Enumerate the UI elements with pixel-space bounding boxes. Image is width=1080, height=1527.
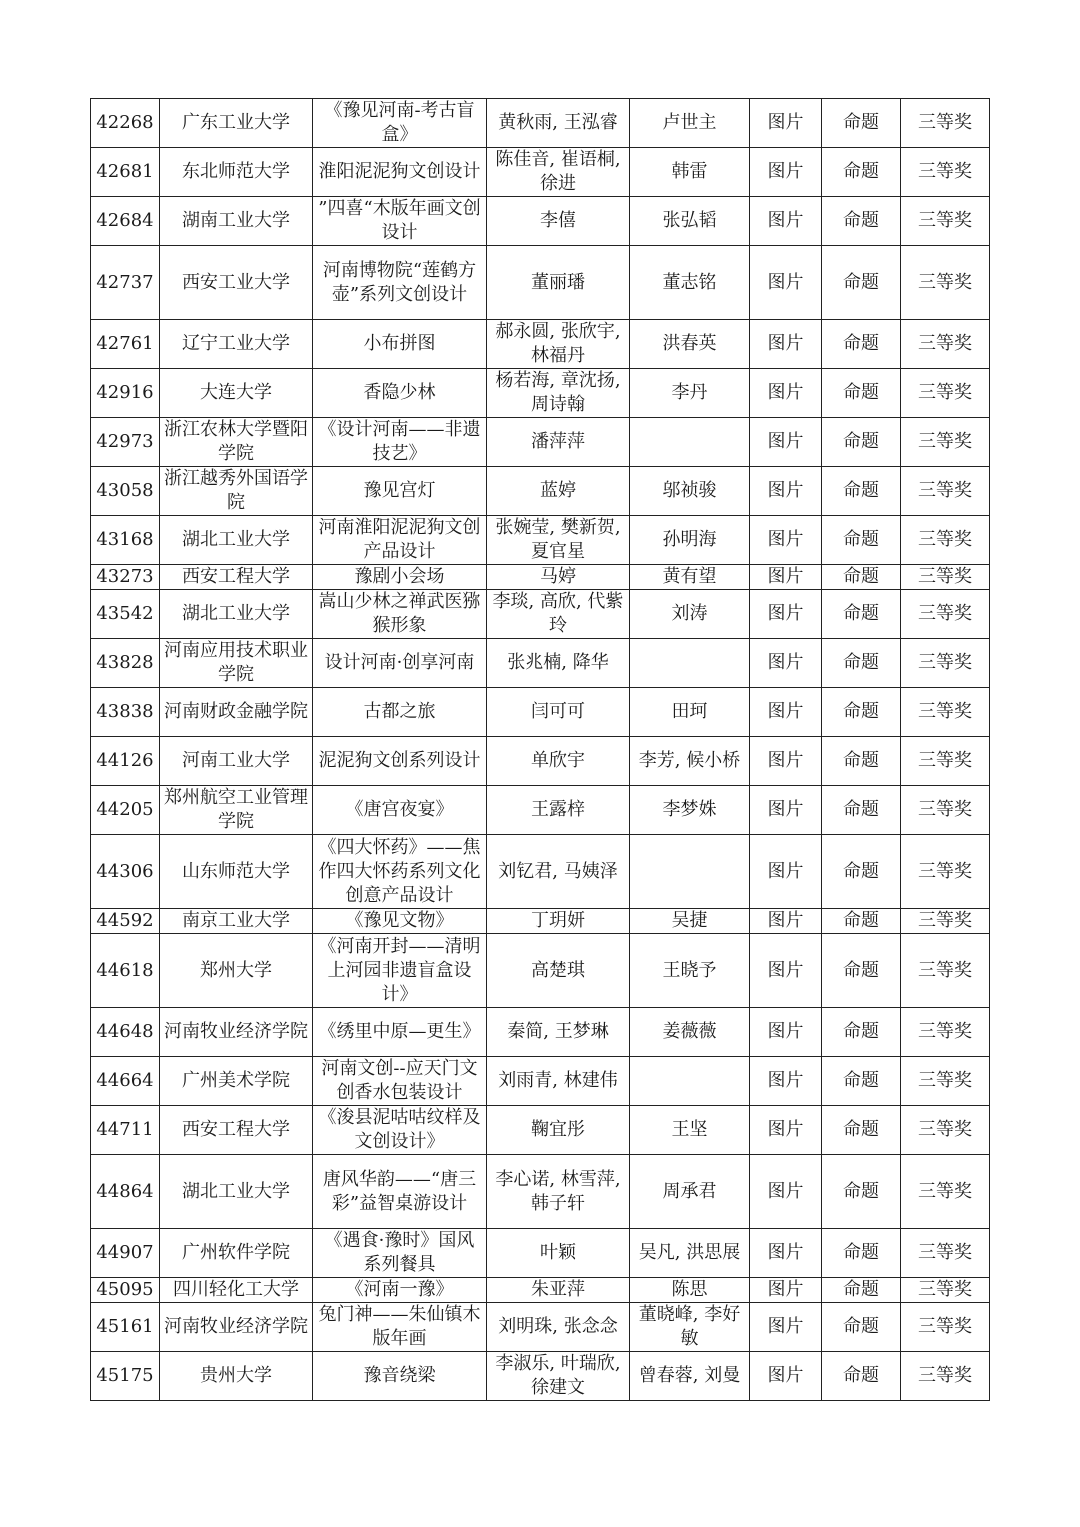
work-title-cell: 唐风华韵——“唐三彩”益智桌游设计 <box>313 1155 487 1229</box>
table-row <box>91 148 990 197</box>
school-cell: 广州美术学院 <box>160 1057 313 1106</box>
school-cell: 浙江越秀外国语学院 <box>160 467 313 516</box>
category-cell: 命题 <box>822 320 901 369</box>
table-row <box>91 639 990 688</box>
school-cell: 辽宁工业大学 <box>160 320 313 369</box>
award-cell: 三等奖 <box>901 737 990 786</box>
table-row <box>91 1155 990 1229</box>
authors-cell: 叶颖 <box>487 1229 630 1278</box>
category-cell: 命题 <box>822 1106 901 1155</box>
advisor-cell <box>630 639 750 688</box>
authors-cell: 张婉莹, 樊新贺, 夏官星 <box>487 516 630 565</box>
work-type-cell: 图片 <box>750 934 822 1008</box>
entry-id-cell: 42916 <box>91 369 160 418</box>
advisor-cell <box>630 418 750 467</box>
work-title-cell: 《设计河南——非遗技艺》 <box>313 418 487 467</box>
awards-table <box>90 98 990 1401</box>
work-title-cell: 古都之旅 <box>313 688 487 737</box>
school-cell: 东北师范大学 <box>160 148 313 197</box>
work-title-cell: 淮阳泥泥狗文创设计 <box>313 148 487 197</box>
table-row <box>91 590 990 639</box>
category-cell: 命题 <box>822 909 901 934</box>
work-type-cell: 图片 <box>750 1106 822 1155</box>
entry-id-cell: 42761 <box>91 320 160 369</box>
entry-id-cell: 44864 <box>91 1155 160 1229</box>
entry-id-cell: 43542 <box>91 590 160 639</box>
category-cell: 命题 <box>822 246 901 320</box>
award-cell: 三等奖 <box>901 1303 990 1352</box>
category-cell: 命题 <box>822 934 901 1008</box>
authors-cell: 李心诺, 林雪萍, 韩子轩 <box>487 1155 630 1229</box>
entry-id-cell: 44306 <box>91 835 160 909</box>
advisor-cell: 洪春英 <box>630 320 750 369</box>
table-row <box>91 467 990 516</box>
work-title-cell: 兔门神——朱仙镇木版年画 <box>313 1303 487 1352</box>
award-cell: 三等奖 <box>901 639 990 688</box>
award-cell: 三等奖 <box>901 369 990 418</box>
authors-cell: 丁玥妍 <box>487 909 630 934</box>
category-cell: 命题 <box>822 148 901 197</box>
table-row <box>91 1057 990 1106</box>
authors-cell: 潘萍萍 <box>487 418 630 467</box>
work-title-cell: 豫剧小会场 <box>313 565 487 590</box>
entry-id-cell: 43828 <box>91 639 160 688</box>
work-type-cell: 图片 <box>750 246 822 320</box>
advisor-cell: 孙明海 <box>630 516 750 565</box>
authors-cell: 刘钇君, 马姨泽 <box>487 835 630 909</box>
entry-id-cell: 44664 <box>91 1057 160 1106</box>
authors-cell: 秦简, 王梦琳 <box>487 1008 630 1057</box>
category-cell: 命题 <box>822 1057 901 1106</box>
entry-id-cell: 45175 <box>91 1352 160 1401</box>
category-cell: 命题 <box>822 835 901 909</box>
table-row <box>91 320 990 369</box>
award-cell: 三等奖 <box>901 197 990 246</box>
work-type-cell: 图片 <box>750 467 822 516</box>
work-type-cell: 图片 <box>750 688 822 737</box>
entry-id-cell: 44907 <box>91 1229 160 1278</box>
advisor-cell: 韩雷 <box>630 148 750 197</box>
category-cell: 命题 <box>822 467 901 516</box>
category-cell: 命题 <box>822 1352 901 1401</box>
school-cell: 河南牧业经济学院 <box>160 1303 313 1352</box>
work-title-cell: 河南淮阳泥泥狗文创产品设计 <box>313 516 487 565</box>
work-title-cell: 《绣里中原—更生》 <box>313 1008 487 1057</box>
work-type-cell: 图片 <box>750 320 822 369</box>
work-title-cell: 河南博物院“莲鹤方壶”系列文创设计 <box>313 246 487 320</box>
work-type-cell: 图片 <box>750 1008 822 1057</box>
work-title-cell: 小布拼图 <box>313 320 487 369</box>
table-row <box>91 1303 990 1352</box>
work-type-cell: 图片 <box>750 590 822 639</box>
authors-cell: 陈佳音, 崔语桐, 徐进 <box>487 148 630 197</box>
table-row <box>91 688 990 737</box>
entry-id-cell: 45161 <box>91 1303 160 1352</box>
advisor-cell: 邬祯骏 <box>630 467 750 516</box>
award-cell: 三等奖 <box>901 786 990 835</box>
category-cell: 命题 <box>822 639 901 688</box>
category-cell: 命题 <box>822 1229 901 1278</box>
advisor-cell: 张弘韬 <box>630 197 750 246</box>
advisor-cell: 田珂 <box>630 688 750 737</box>
work-type-cell: 图片 <box>750 639 822 688</box>
advisor-cell: 王坚 <box>630 1106 750 1155</box>
school-cell: 河南应用技术职业学院 <box>160 639 313 688</box>
work-type-cell: 图片 <box>750 1352 822 1401</box>
category-cell: 命题 <box>822 197 901 246</box>
category-cell: 命题 <box>822 418 901 467</box>
advisor-cell: 李芳, 候小桥 <box>630 737 750 786</box>
school-cell: 湖北工业大学 <box>160 1155 313 1229</box>
school-cell: 山东师范大学 <box>160 835 313 909</box>
work-title-cell: 河南文创--应天门文创香水包装设计 <box>313 1057 487 1106</box>
award-cell: 三等奖 <box>901 1106 990 1155</box>
authors-cell: 马婷 <box>487 565 630 590</box>
entry-id-cell: 42737 <box>91 246 160 320</box>
authors-cell: 单欣宇 <box>487 737 630 786</box>
entry-id-cell: 43273 <box>91 565 160 590</box>
award-cell: 三等奖 <box>901 148 990 197</box>
work-type-cell: 图片 <box>750 1057 822 1106</box>
entry-id-cell: 43168 <box>91 516 160 565</box>
school-cell: 湖北工业大学 <box>160 590 313 639</box>
authors-cell: 董丽璠 <box>487 246 630 320</box>
school-cell: 河南牧业经济学院 <box>160 1008 313 1057</box>
authors-cell: 李僖 <box>487 197 630 246</box>
work-title-cell: ”四喜“木版年画文创设计 <box>313 197 487 246</box>
work-type-cell: 图片 <box>750 1278 822 1303</box>
table-row <box>91 1278 990 1303</box>
school-cell: 大连大学 <box>160 369 313 418</box>
advisor-cell: 吴凡, 洪思展 <box>630 1229 750 1278</box>
authors-cell: 闫可可 <box>487 688 630 737</box>
advisor-cell <box>630 835 750 909</box>
entry-id-cell: 42684 <box>91 197 160 246</box>
school-cell: 贵州大学 <box>160 1352 313 1401</box>
table-row <box>91 1008 990 1057</box>
award-cell: 三等奖 <box>901 835 990 909</box>
school-cell: 南京工业大学 <box>160 909 313 934</box>
authors-cell: 李淑乐, 叶瑞欣, 徐建文 <box>487 1352 630 1401</box>
award-cell: 三等奖 <box>901 516 990 565</box>
authors-cell: 蓝婷 <box>487 467 630 516</box>
school-cell: 西安工业大学 <box>160 246 313 320</box>
school-cell: 郑州大学 <box>160 934 313 1008</box>
category-cell: 命题 <box>822 786 901 835</box>
entry-id-cell: 44618 <box>91 934 160 1008</box>
award-cell: 三等奖 <box>901 467 990 516</box>
work-title-cell: 泥泥狗文创系列设计 <box>313 737 487 786</box>
entry-id-cell: 44205 <box>91 786 160 835</box>
category-cell: 命题 <box>822 737 901 786</box>
school-cell: 浙江农林大学暨阳学院 <box>160 418 313 467</box>
table-row <box>91 1106 990 1155</box>
entry-id-cell: 42268 <box>91 99 160 148</box>
category-cell: 命题 <box>822 516 901 565</box>
award-cell: 三等奖 <box>901 1155 990 1229</box>
award-cell: 三等奖 <box>901 99 990 148</box>
school-cell: 广州软件学院 <box>160 1229 313 1278</box>
authors-cell: 鞠宜彤 <box>487 1106 630 1155</box>
authors-cell: 李琰, 高欣, 代紫玲 <box>487 590 630 639</box>
work-title-cell: 嵩山少林之禅武医猕猴形象 <box>313 590 487 639</box>
entry-id-cell: 42681 <box>91 148 160 197</box>
work-title-cell: 《四大怀药》——焦作四大怀药系列文化创意产品设计 <box>313 835 487 909</box>
work-title-cell: 《遇食·豫时》国风系列餐具 <box>313 1229 487 1278</box>
table-row <box>91 418 990 467</box>
advisor-cell: 曾春蓉, 刘曼 <box>630 1352 750 1401</box>
work-type-cell: 图片 <box>750 737 822 786</box>
advisor-cell: 卢世主 <box>630 99 750 148</box>
school-cell: 河南工业大学 <box>160 737 313 786</box>
advisor-cell: 王晓予 <box>630 934 750 1008</box>
table-row <box>91 246 990 320</box>
work-type-cell: 图片 <box>750 99 822 148</box>
advisor-cell: 董志铭 <box>630 246 750 320</box>
category-cell: 命题 <box>822 369 901 418</box>
authors-cell: 杨若海, 章沈扬, 周诗翰 <box>487 369 630 418</box>
work-type-cell: 图片 <box>750 148 822 197</box>
award-cell: 三等奖 <box>901 590 990 639</box>
category-cell: 命题 <box>822 688 901 737</box>
work-title-cell: 《唐宫夜宴》 <box>313 786 487 835</box>
work-type-cell: 图片 <box>750 565 822 590</box>
table-row <box>91 1229 990 1278</box>
work-type-cell: 图片 <box>750 1229 822 1278</box>
award-cell: 三等奖 <box>901 1229 990 1278</box>
table-row <box>91 835 990 909</box>
table-row <box>91 1352 990 1401</box>
work-type-cell: 图片 <box>750 1155 822 1229</box>
school-cell: 河南财政金融学院 <box>160 688 313 737</box>
entry-id-cell: 43058 <box>91 467 160 516</box>
award-cell: 三等奖 <box>901 418 990 467</box>
entry-id-cell: 44126 <box>91 737 160 786</box>
award-cell: 三等奖 <box>901 565 990 590</box>
work-type-cell: 图片 <box>750 369 822 418</box>
award-cell: 三等奖 <box>901 934 990 1008</box>
advisor-cell: 李梦姝 <box>630 786 750 835</box>
advisor-cell: 周承君 <box>630 1155 750 1229</box>
entry-id-cell: 44648 <box>91 1008 160 1057</box>
advisor-cell: 董晓峰, 李好敏 <box>630 1303 750 1352</box>
advisor-cell: 陈思 <box>630 1278 750 1303</box>
award-cell: 三等奖 <box>901 1057 990 1106</box>
work-title-cell: 《浚县泥咕咕纹样及文创设计》 <box>313 1106 487 1155</box>
table-row <box>91 737 990 786</box>
category-cell: 命题 <box>822 590 901 639</box>
table-row <box>91 516 990 565</box>
work-type-cell: 图片 <box>750 909 822 934</box>
work-type-cell: 图片 <box>750 197 822 246</box>
authors-cell: 刘明珠, 张念念 <box>487 1303 630 1352</box>
advisor-cell: 刘涛 <box>630 590 750 639</box>
work-type-cell: 图片 <box>750 418 822 467</box>
award-cell: 三等奖 <box>901 909 990 934</box>
category-cell: 命题 <box>822 1303 901 1352</box>
award-cell: 三等奖 <box>901 1008 990 1057</box>
table-row <box>91 565 990 590</box>
award-cell: 三等奖 <box>901 1352 990 1401</box>
entry-id-cell: 44592 <box>91 909 160 934</box>
entry-id-cell: 44711 <box>91 1106 160 1155</box>
award-cell: 三等奖 <box>901 688 990 737</box>
entry-id-cell: 42973 <box>91 418 160 467</box>
category-cell: 命题 <box>822 1278 901 1303</box>
entry-id-cell: 43838 <box>91 688 160 737</box>
work-title-cell: 香隐少林 <box>313 369 487 418</box>
table-row <box>91 99 990 148</box>
advisor-cell: 黄有望 <box>630 565 750 590</box>
school-cell: 广东工业大学 <box>160 99 313 148</box>
authors-cell: 王露梓 <box>487 786 630 835</box>
category-cell: 命题 <box>822 1008 901 1057</box>
table-row <box>91 909 990 934</box>
advisor-cell: 李丹 <box>630 369 750 418</box>
awards-table-body <box>91 99 990 1401</box>
work-title-cell: 豫见宫灯 <box>313 467 487 516</box>
award-cell: 三等奖 <box>901 320 990 369</box>
advisor-cell <box>630 1057 750 1106</box>
work-title-cell: 豫音绕梁 <box>313 1352 487 1401</box>
school-cell: 湖南工业大学 <box>160 197 313 246</box>
entry-id-cell: 45095 <box>91 1278 160 1303</box>
work-type-cell: 图片 <box>750 1303 822 1352</box>
work-title-cell: 《豫见河南-考古盲盒》 <box>313 99 487 148</box>
authors-cell: 张兆楠, 降华 <box>487 639 630 688</box>
category-cell: 命题 <box>822 565 901 590</box>
school-cell: 西安工程大学 <box>160 1106 313 1155</box>
table-row <box>91 197 990 246</box>
authors-cell: 刘雨青, 林建伟 <box>487 1057 630 1106</box>
authors-cell: 朱亚萍 <box>487 1278 630 1303</box>
school-cell: 西安工程大学 <box>160 565 313 590</box>
award-cell: 三等奖 <box>901 1278 990 1303</box>
category-cell: 命题 <box>822 1155 901 1229</box>
school-cell: 郑州航空工业管理学院 <box>160 786 313 835</box>
work-type-cell: 图片 <box>750 835 822 909</box>
authors-cell: 郝永圆, 张欣宇, 林福丹 <box>487 320 630 369</box>
category-cell: 命题 <box>822 99 901 148</box>
school-cell: 四川轻化工大学 <box>160 1278 313 1303</box>
table-row <box>91 934 990 1008</box>
work-title-cell: 《河南开封——清明上河园非遗盲盒设计》 <box>313 934 487 1008</box>
table-row <box>91 786 990 835</box>
work-title-cell: 《豫见文物》 <box>313 909 487 934</box>
authors-cell: 高楚琪 <box>487 934 630 1008</box>
award-cell: 三等奖 <box>901 246 990 320</box>
work-type-cell: 图片 <box>750 516 822 565</box>
authors-cell: 黄秋雨, 王泓睿 <box>487 99 630 148</box>
advisor-cell: 姜薇薇 <box>630 1008 750 1057</box>
table-row <box>91 369 990 418</box>
school-cell: 湖北工业大学 <box>160 516 313 565</box>
advisor-cell: 吴捷 <box>630 909 750 934</box>
work-title-cell: 设计河南·创享河南 <box>313 639 487 688</box>
work-title-cell: 《河南一豫》 <box>313 1278 487 1303</box>
work-type-cell: 图片 <box>750 786 822 835</box>
